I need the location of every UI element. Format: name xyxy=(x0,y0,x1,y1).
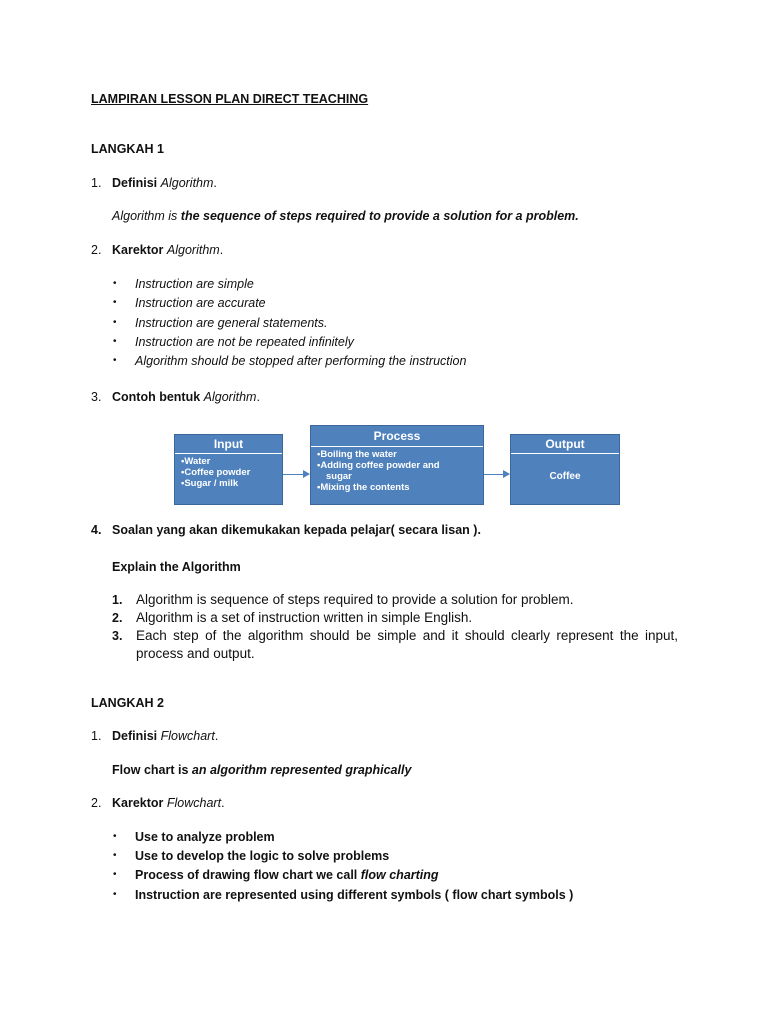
l2-item2 xyxy=(91,796,225,810)
explain-heading: Explain the Algorithm xyxy=(112,560,241,574)
answer-num: 1. xyxy=(112,593,123,607)
algorithm-definition xyxy=(112,209,579,223)
answer-num: 2. xyxy=(112,611,123,625)
process-item: • Boiling the water xyxy=(317,449,483,460)
list-item-text-em: flow charting xyxy=(360,868,439,882)
l1-item1 xyxy=(91,176,217,190)
list-item-text: Use to analyze problem xyxy=(135,830,275,844)
algorithm-definition-lead: Algorithm is xyxy=(112,209,181,223)
l1-item2 xyxy=(91,243,224,257)
l1-item3-end: . xyxy=(256,390,260,404)
input-item: • Coffee powder xyxy=(181,467,282,478)
l2-item1-num: 1. xyxy=(91,729,102,743)
l2-item1-end: . xyxy=(214,729,219,743)
l1-item1-bold: Definisi xyxy=(112,176,161,190)
l2-item1 xyxy=(91,729,219,743)
answer-num: 3. xyxy=(112,629,123,643)
l2-item2-bold: Karektor xyxy=(112,796,167,810)
l1-item3-italic: Algorithm xyxy=(203,390,257,404)
l2-item1-bold: Definisi xyxy=(112,729,161,743)
page-title: LAMPIRAN LESSON PLAN DIRECT TEACHING xyxy=(91,92,369,106)
list-item-text: Instruction are general statements. xyxy=(135,316,328,330)
answer-text: Algorithm is a set of instruction written in simple English. xyxy=(136,610,473,625)
list-item-text: Instruction are accurate xyxy=(135,296,266,310)
l1-item1-num: 1. xyxy=(91,176,102,190)
output-box-title: Output xyxy=(511,435,619,454)
l2-item2-num: 2. xyxy=(91,796,102,810)
process-item: • Mixing the contents xyxy=(317,482,483,493)
algorithm-definition-body: the sequence of steps required to provide a solution for a problem. xyxy=(180,209,579,223)
input-item: • Water xyxy=(181,456,282,467)
list-item-text: Instruction are not be repeated infinitely xyxy=(135,335,354,349)
input-item: • Sugar / milk xyxy=(181,478,282,489)
list-item-text: Instruction are represented using different symbols ( flow chart symbols ) xyxy=(135,888,574,902)
answer-text: Each step of the algorithm should be simple and it should clearly represent the input, process and output. xyxy=(136,628,678,661)
list-item-text xyxy=(135,868,439,882)
answer-text: Algorithm is sequence of steps required to provide a solution for problem. xyxy=(136,592,574,607)
l2-item2-end: . xyxy=(221,796,225,810)
l1-item1-end: . xyxy=(213,176,217,190)
flowchart-definition-lead: Flow chart is xyxy=(112,763,192,777)
l1-item2-bold: Karektor xyxy=(112,243,167,257)
l1-item3-num: 3. xyxy=(91,390,102,404)
arrow-input-to-process xyxy=(283,474,309,475)
l1-item2-num: 2. xyxy=(91,243,102,257)
l1-item2-end: . xyxy=(219,243,224,257)
l1-item4 xyxy=(91,523,481,537)
output-box xyxy=(510,434,620,505)
langkah2-heading: LANGKAH 2 xyxy=(91,696,164,710)
l1-item4-num: 4. xyxy=(91,523,102,537)
arrow-process-to-output xyxy=(484,474,509,475)
flowchart-definition xyxy=(112,763,411,777)
list-item-text-lead: Process of drawing flow chart we call xyxy=(135,868,361,882)
l1-item4-text: Soalan yang akan dikemukakan kepada pelajar( secara lisan ). xyxy=(112,523,481,537)
input-box xyxy=(174,434,283,505)
langkah1-heading: LANGKAH 1 xyxy=(91,142,164,156)
l1-item3 xyxy=(91,390,260,404)
process-item: • Adding coffee powder and sugar xyxy=(317,460,446,482)
list-item-text: Instruction are simple xyxy=(135,277,254,291)
l1-item3-bold: Contoh bentuk xyxy=(112,390,204,404)
process-box-title: Process xyxy=(311,426,483,447)
l1-item2-italic: Algorithm xyxy=(166,243,220,257)
flowchart-definition-body: an algorithm represented graphically xyxy=(191,763,412,777)
l2-item2-italic: Flowchart xyxy=(166,796,222,810)
output-value: Coffee xyxy=(549,471,581,482)
process-box xyxy=(310,425,484,505)
list-item-text: Algorithm should be stopped after performing the instruction xyxy=(135,354,467,368)
l1-item1-italic: Algorithm xyxy=(160,176,214,190)
input-box-title: Input xyxy=(175,435,282,454)
list-item-text: Use to develop the logic to solve problems xyxy=(135,849,390,863)
l2-item1-italic: Flowchart xyxy=(160,729,215,743)
